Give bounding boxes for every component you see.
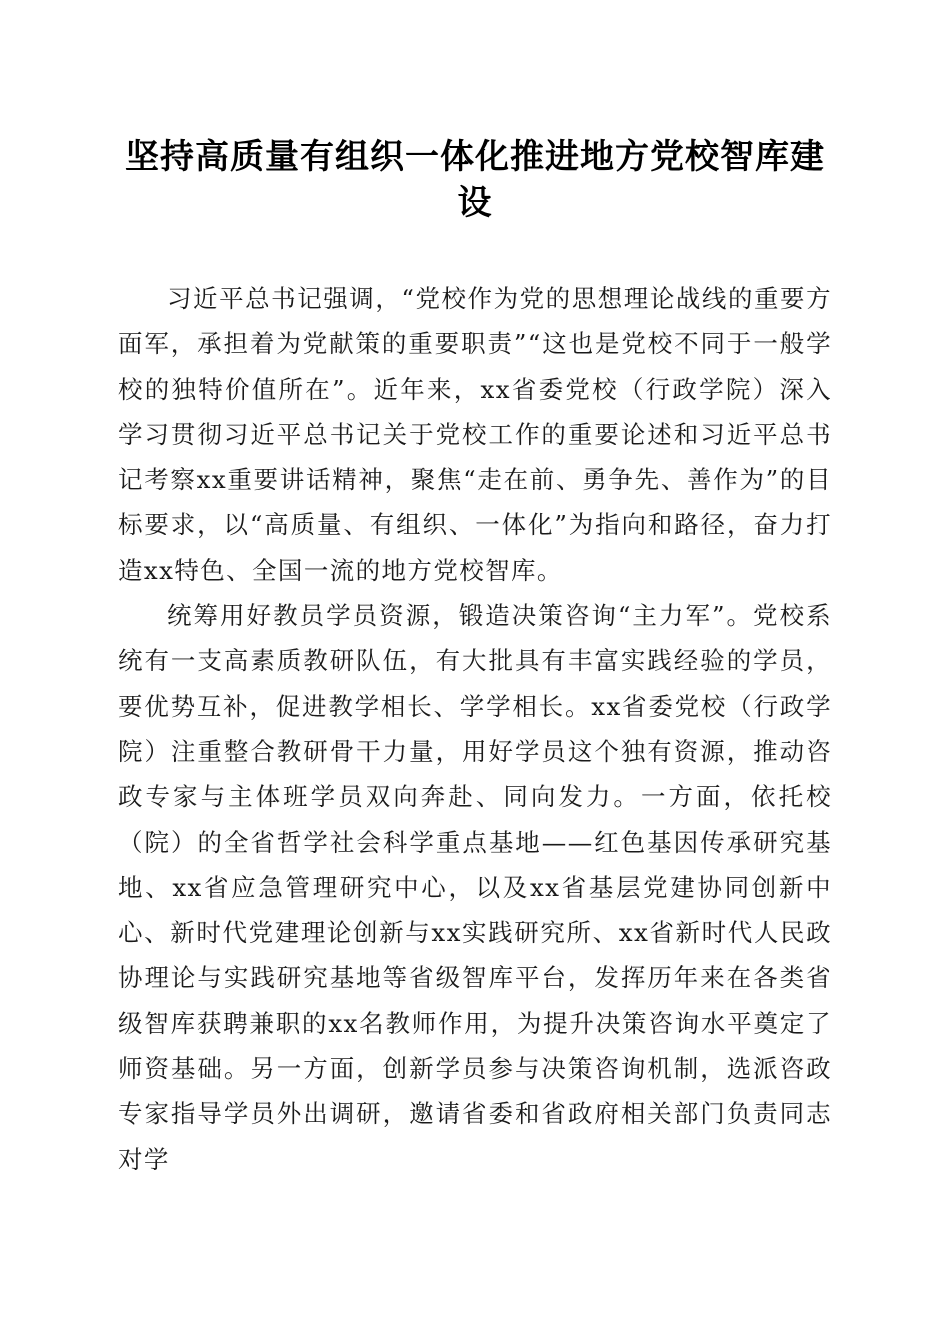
document-title: 坚持高质量有组织一体化推进地方党校智库建设 <box>125 137 825 223</box>
document-body <box>118 276 832 1182</box>
paragraph-resources: 统筹用好教员学员资源，锻造决策咨询“主力军”。党校系统有一支高素质教研队伍，有大批具有丰富实践经验的学员，要优势互补，促进教学相长、学学相长。xx省委党校（行政学院）注重整合教研骨干力量，用好学员这个独有资源，推动咨政专家与主体班学员双向奔赴、同向发力。一方面，依托校（院）的全省哲学社会科学重点基地——红色基因传承研究基地、xx省应急管理研究中心，以及xx省基层党建协同创新中心、新时代党建理论创新与xx实践研究所、xx省新时代人民政协理论与实践研究基地等省级智库平台，发挥历年来在各类省级智库获聘兼职的xx名教师作用，为提升决策咨询水平奠定了师资基础。另一方面，创新学员参与决策咨询机制，选派咨政专家指导学员外出调研，邀请省委和省政府相关部门负责同志对学 <box>118 601 832 1174</box>
paragraph-intro: 习近平总书记强调，“党校作为党的思想理论战线的重要方面军，承担着为党献策的重要职责”“这也是党校不同于一般学校的独特价值所在”。近年来，xx省委党校（行政学院）深入学习贯彻习近平总书记关于党校工作的重要论述和习近平总书记考察xx重要讲话精神，聚焦“走在前、勇争先、善作为”的目标要求，以“高质量、有组织、一体化”为指向和路径，奋力打造xx特色、全国一流的地方党校智库。 <box>118 284 832 585</box>
